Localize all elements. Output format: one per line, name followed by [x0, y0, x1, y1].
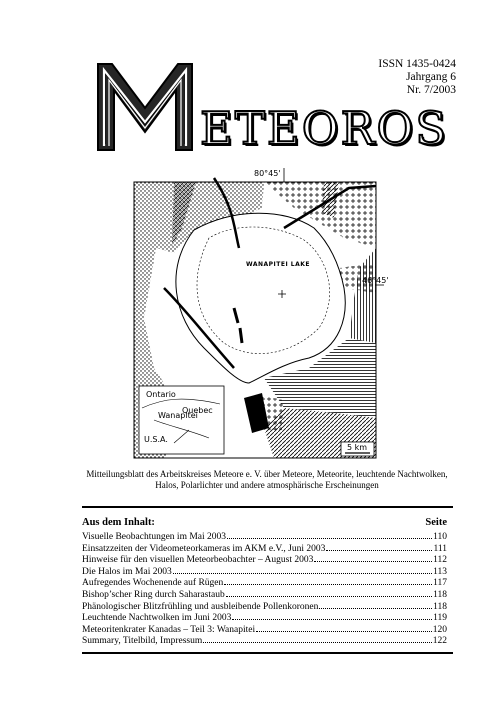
toc-entry[interactable]	[82, 600, 447, 612]
toc-entry-page: 113	[433, 566, 447, 577]
crater-geological-map	[134, 168, 389, 458]
issue-number: Nr. 7/2003	[406, 84, 456, 96]
toc-entry-title: Bishop’scher Ring durch Saharastaub	[82, 589, 225, 600]
m-monogram-logo	[96, 60, 194, 152]
toc-entry[interactable]	[82, 588, 447, 600]
issn-number: ISSN 1435-0424	[378, 58, 456, 70]
toc-entry[interactable]	[82, 530, 447, 542]
toc-entry-page: 118	[433, 589, 447, 600]
toc-entry-page: 112	[433, 555, 447, 566]
toc-entry[interactable]	[82, 634, 447, 646]
toc-entry[interactable]	[82, 565, 447, 577]
longitude-label: 80°45'	[254, 169, 281, 178]
toc-entry-page: 118	[433, 601, 447, 612]
toc-entry-page: 119	[433, 613, 447, 624]
toc-entry[interactable]	[82, 576, 447, 588]
toc-entry[interactable]	[82, 623, 447, 635]
inset-label-quebec: Quebec	[182, 406, 213, 415]
toc-entry-title: Aufregendes Wochenende auf Rügen	[82, 578, 224, 589]
toc-entry-page: 111	[433, 543, 447, 554]
toc-entry-title: Leuchtende Nachtwolken im Juni 2003	[82, 613, 232, 624]
toc-entry-page: 110	[433, 532, 447, 542]
issue-info	[370, 58, 456, 97]
toc-top-rule	[82, 506, 453, 508]
toc-heading: Aus dem Inhalt:	[82, 517, 155, 528]
table-of-contents	[82, 530, 447, 646]
toc-entry-title: Die Halos im Mai 2003	[82, 566, 172, 577]
lake-label: WANAPITEI LAKE	[246, 261, 311, 268]
toc-entry-title: Summary, Titelbild, Impressum	[82, 636, 203, 647]
toc-entry-title: Visuelle Beobachtungen im Mai 2003	[82, 532, 227, 542]
publication-caption: Mitteilungsblatt des Arbeitskreises Meteore e. V. über Meteore, Meteorite, leuchtende Nachtwolken, Halos, Polarlichter und andere atmosphärische Erscheinungen	[86, 469, 448, 490]
toc-header	[82, 517, 447, 528]
latitude-label: 46°45'	[362, 276, 389, 285]
inset-label-ontario: Ontario	[146, 390, 176, 399]
inset-label-wanapitei: Wanapitei	[158, 411, 198, 420]
inset-label-usa: U.S.A.	[144, 435, 168, 444]
logo-wordmark: ETEOROS	[200, 102, 449, 155]
toc-entry[interactable]	[82, 542, 447, 554]
toc-entry-page: 117	[433, 578, 447, 589]
toc-entry-title: Hinweise für den visuellen Meteorbeobachter – August 2003	[82, 555, 314, 566]
toc-entry[interactable]	[82, 553, 447, 565]
toc-entry-title: Einsatzzeiten der Videometeorkameras im AKM e.V., Juni 2003	[82, 543, 326, 554]
toc-entry-title: Phänologischer Blitzfrühling und ausbleibende Pollenkoronen	[82, 601, 319, 612]
toc-page-heading: Seite	[425, 517, 447, 528]
toc-entry-title: Meteoritenkrater Kanadas – Teil 3: Wanapitei	[82, 624, 256, 635]
scale-label: 5 km	[347, 443, 368, 452]
toc-entry[interactable]	[82, 611, 447, 623]
volume-number: Jahrgang 6	[406, 71, 456, 83]
toc-bottom-rule	[82, 652, 453, 654]
toc-entry-page: 122	[432, 636, 447, 647]
toc-entry-page: 120	[432, 624, 447, 635]
